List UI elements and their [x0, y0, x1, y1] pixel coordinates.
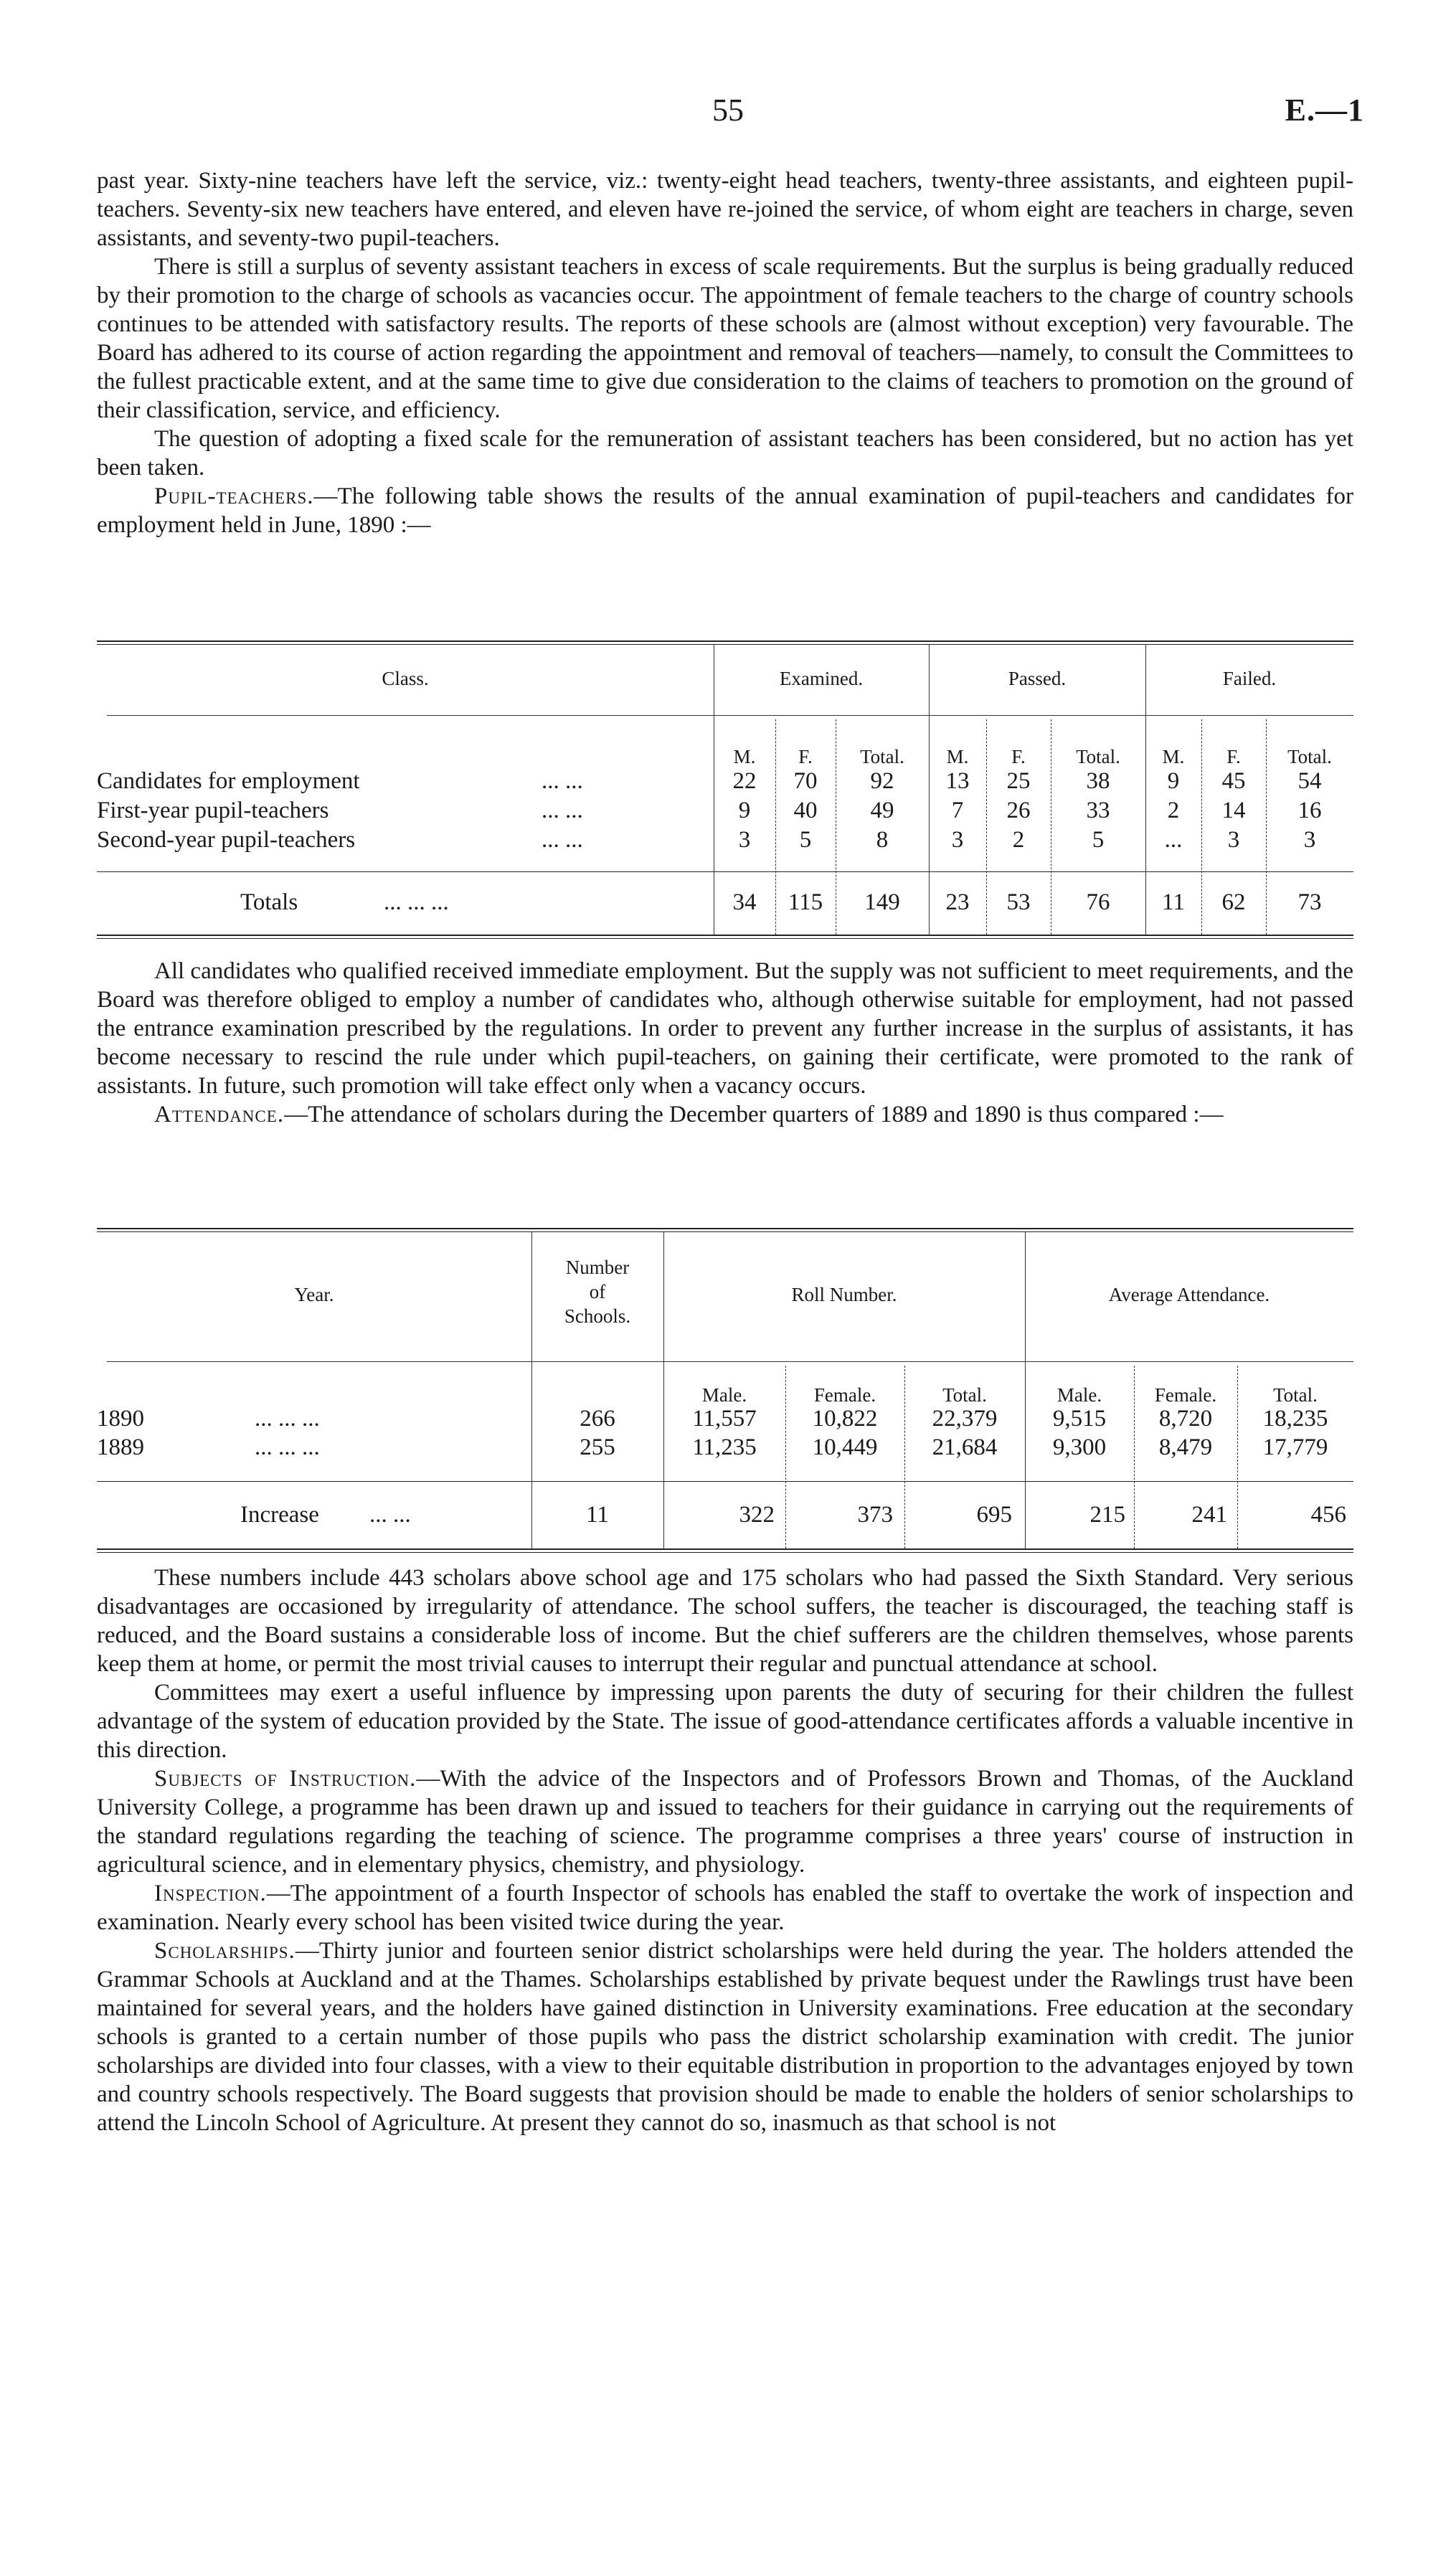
cell-pf: 26	[1006, 798, 1031, 823]
heading-scholarships: Scholarships.	[154, 1938, 296, 1964]
middle-text	[97, 957, 1353, 1129]
page-header	[0, 92, 1456, 135]
cell-ft: 3	[1303, 827, 1316, 853]
totals-leader: ... ... ...	[384, 889, 449, 915]
cell-schools: 266	[580, 1406, 615, 1432]
sub-failed-m: M.	[1162, 746, 1185, 767]
increase-roll-total: 695	[976, 1502, 1012, 1528]
sub-avg-female: Female.	[1154, 1384, 1217, 1406]
pupil-teacher-exam-table	[97, 640, 1353, 942]
closing-text	[97, 1564, 1353, 2137]
paragraph-pupil-teachers	[97, 482, 1353, 539]
sub-passed-total: Total.	[1076, 746, 1120, 767]
sub-examined-total: Total.	[860, 746, 904, 767]
document-reference: E.—1	[1285, 93, 1364, 128]
sub-examined-f: F.	[798, 746, 813, 767]
cell-pm: 3	[951, 827, 964, 853]
cell-ff: 3	[1227, 827, 1240, 853]
sub-failed-f: F.	[1226, 746, 1241, 767]
scholarships-text: —Thirty junior and fourteen senior district scholarships were held during the year. The holders attended the Grammar Schools at Auckland and at the Thames. Scholarships established by private bequest under the Rawlings trust have been maintained for several years, and the holders have gained distinction in University examinations. Free education at the secondary schools is granted to a certain number of those pupils who pass the district scholarship examination with credit. The junior scholarships are divided into four classes, with a view to their equitable distribution in proportion to the advantages enjoyed by town and country schools respectively. The Board suggests that provision should be made to enable the holders of senior scholarships to attend the Lincoln School of Agriculture. At present they cannot do so, inasmuch as that school is not	[97, 1938, 1353, 2136]
attendance-text: —The attendance of scholars during the December quarters of 1889 and 1890 is thus compared :—	[284, 1102, 1224, 1127]
total-em: 34	[732, 889, 757, 915]
header-roll-number: Roll Number.	[791, 1284, 897, 1305]
sub-avg-male: Male.	[1056, 1384, 1102, 1406]
cell-pt: 38	[1086, 768, 1110, 794]
row-year-1889: 1889	[97, 1434, 144, 1460]
increase-avg-female: 241	[1191, 1502, 1227, 1528]
heading-pupil-teachers: Pupil-teachers.	[154, 483, 314, 509]
sub-roll-total: Total.	[942, 1384, 987, 1406]
paragraph-attendance	[97, 1100, 1353, 1129]
cell-ef: 5	[799, 827, 812, 853]
header-average-attendance: Average Attendance.	[1108, 1284, 1270, 1305]
total-pt: 76	[1086, 889, 1110, 915]
increase-leader: ... ...	[369, 1502, 411, 1528]
total-ef: 115	[788, 889, 823, 915]
increase-roll-female: 373	[857, 1502, 893, 1528]
sub-passed-f: F.	[1011, 746, 1026, 767]
header-failed: Failed.	[1222, 668, 1277, 689]
paragraph-inspection	[97, 1879, 1353, 1936]
cell-fm: 2	[1167, 798, 1180, 823]
cell-ft: 16	[1297, 798, 1322, 823]
cell-avg-total: 17,779	[1262, 1434, 1328, 1460]
cell-avg-male: 9,300	[1052, 1434, 1107, 1460]
inspection-text: —The appointment of a fourth Inspector of schools has enabled the staff to overtake the work of inspection and examination. Nearly every school has been visited twice during the year.	[97, 1881, 1353, 1935]
cell-pm: 13	[945, 768, 970, 794]
increase-label: Increase	[240, 1502, 319, 1528]
cell-roll-female: 10,822	[812, 1406, 878, 1432]
cell-ff: 14	[1221, 798, 1246, 823]
paragraph-scholarships	[97, 1936, 1353, 2137]
increase-avg-male: 215	[1089, 1502, 1125, 1528]
row-label-second-year: Second-year pupil-teachers	[97, 827, 356, 853]
heading-attendance: Attendance.	[154, 1102, 285, 1127]
row-leader: ... ...	[542, 768, 583, 794]
increase-schools: 11	[586, 1502, 609, 1528]
cell-pm: 7	[951, 798, 964, 823]
header-class: Class.	[382, 668, 429, 689]
header-examined: Examined.	[779, 668, 864, 689]
row-leader: ... ...	[542, 798, 583, 823]
cell-em: 3	[738, 827, 751, 853]
cell-ff: 45	[1221, 768, 1246, 794]
cell-roll-total: 22,379	[932, 1406, 998, 1432]
sub-avg-total: Total.	[1273, 1384, 1318, 1406]
cell-avg-female: 8,479	[1158, 1434, 1213, 1460]
cell-fm: 9	[1167, 768, 1180, 794]
cell-avg-female: 8,720	[1158, 1406, 1213, 1432]
total-ft: 73	[1297, 889, 1322, 915]
cell-fm: ...	[1164, 827, 1183, 853]
subjects-text: —With the advice of the Inspectors and of Professors Brown and Thomas, of the Auckland University College, a programme has been drawn up and issued to teachers for their guidance in carrying out the requirements of the standard regulations regarding the teaching of science. The programme comprises a three years' course of instruction in agricultural science, and in elementary physics, chemistry, and physiology.	[97, 1766, 1354, 1878]
pupil-teachers-text: —The following table shows the results of the annual examination of pupil-teachers and candidates for employment held in June, 1890 :—	[97, 483, 1353, 538]
row-leader: ... ...	[542, 827, 583, 853]
sub-passed-m: M.	[946, 746, 969, 767]
total-pm: 23	[945, 889, 970, 915]
header-passed: Passed.	[1008, 668, 1067, 689]
total-fm: 11	[1162, 889, 1185, 915]
sub-failed-total: Total.	[1287, 746, 1332, 767]
row-leader: ... ... ...	[255, 1434, 320, 1460]
heading-subjects-of-instruction: Subjects of Instruction.	[154, 1766, 417, 1792]
paragraph-surplus: There is still a surplus of seventy assistant teachers in excess of scale requirements. But the surplus is being gradually reduced by their promotion to the charge of schools as vacancies occur. The appointment of female teachers to the charge of country schools continues to be attended with satisfactory results. The reports of these schools are (almost without exception) very favourable. The Board has adhered to its course of action regarding the appointment and removal of teachers—namely, to consult the Committees to the fullest practicable extent, and at the same time to give due consideration to the claims of teachers to promotion on the ground of their classification, service, and efficiency.	[97, 254, 1353, 423]
total-et: 149	[864, 889, 900, 915]
cell-roll-total: 21,684	[932, 1434, 998, 1460]
cell-avg-male: 9,515	[1052, 1406, 1107, 1432]
sub-roll-male: Male.	[701, 1384, 747, 1406]
sub-examined-m: M.	[733, 746, 756, 767]
header-number: Number	[565, 1257, 630, 1278]
total-pf: 53	[1006, 889, 1031, 915]
row-leader: ... ... ...	[255, 1406, 320, 1432]
intro-text	[97, 166, 1353, 539]
cell-schools: 255	[580, 1434, 615, 1460]
paragraph-teacher-changes: past year. Sixty-nine teachers have left the service, viz.: twenty-eight head teachers, twenty-three assistants, and eighteen pupil-teachers. Seventy-six new teachers have entered, and eleven have re-joined the service, of whom eight are teachers in charge, seven assistants, and seventy-two pupil-teachers.	[97, 168, 1353, 251]
cell-ft: 54	[1297, 768, 1322, 794]
cell-em: 22	[732, 768, 757, 794]
totals-label: Totals	[240, 889, 298, 915]
cell-avg-total: 18,235	[1262, 1406, 1328, 1432]
cell-pf: 2	[1012, 827, 1025, 853]
row-label-first-year: First-year pupil-teachers	[97, 798, 329, 823]
heading-inspection: Inspection.	[154, 1881, 267, 1906]
cell-pf: 25	[1006, 768, 1031, 794]
cell-et: 92	[870, 768, 894, 794]
cell-roll-male: 11,235	[692, 1434, 757, 1460]
paragraph-scholars: These numbers include 443 scholars above school age and 175 scholars who had passed the Sixth Standard. Very serious disadvantages are occasioned by irregularity of attendance. The school suffers, the teacher is discouraged, the teaching staff is reduced, and the Board sustains a considerable loss of income. But the chief sufferers are the children themselves, whose parents keep them at home, or permit the most trivial causes to interrupt their regular and punctual attendance at school.	[97, 1565, 1353, 1677]
cell-roll-female: 10,449	[812, 1434, 878, 1460]
cell-pt: 33	[1086, 798, 1110, 823]
cell-roll-male: 11,557	[692, 1406, 757, 1432]
page-number: 55	[712, 93, 744, 128]
paragraph-subjects	[97, 1764, 1353, 1879]
increase-avg-total: 456	[1310, 1502, 1346, 1528]
row-label-candidates: Candidates for employment	[97, 768, 360, 794]
attendance-table	[97, 1228, 1353, 1556]
cell-pt: 5	[1092, 827, 1105, 853]
paragraph-committees: Committees may exert a useful influence by impressing upon parents the duty of securing for their children the fullest advantage of the system of education provided by the State. The issue of good-attendance certificates affords a valuable incentive in this direction.	[97, 1680, 1353, 1763]
sub-roll-female: Female.	[813, 1384, 876, 1406]
total-ff: 62	[1221, 889, 1246, 915]
cell-ef: 40	[793, 798, 818, 823]
cell-et: 8	[876, 827, 889, 853]
cell-em: 9	[738, 798, 751, 823]
paragraph-candidates: All candidates who qualified received immediate employment. But the supply was not sufficient to meet requirements, and the Board was therefore obliged to employ a number of candidates who, although otherwise suitable for employment, had not passed the entrance examination prescribed by the regulations. In order to prevent any further increase in the surplus of assistants, it has become necessary to rescind the rule under which pupil-teachers, on gaining their certificate, were promoted to the rank of assistants. In future, such promotion will take effect only when a vacancy occurs.	[97, 958, 1353, 1099]
header-of: of	[589, 1281, 606, 1302]
row-year-1890: 1890	[97, 1406, 144, 1432]
header-schools: Schools.	[564, 1305, 631, 1327]
cell-ef: 70	[793, 768, 818, 794]
increase-roll-male: 322	[739, 1502, 775, 1528]
header-year: Year.	[294, 1284, 334, 1305]
paragraph-fixed-scale: The question of adopting a fixed scale for the remuneration of assistant teachers has been considered, but no action has yet been taken.	[97, 426, 1353, 481]
cell-et: 49	[870, 798, 894, 823]
